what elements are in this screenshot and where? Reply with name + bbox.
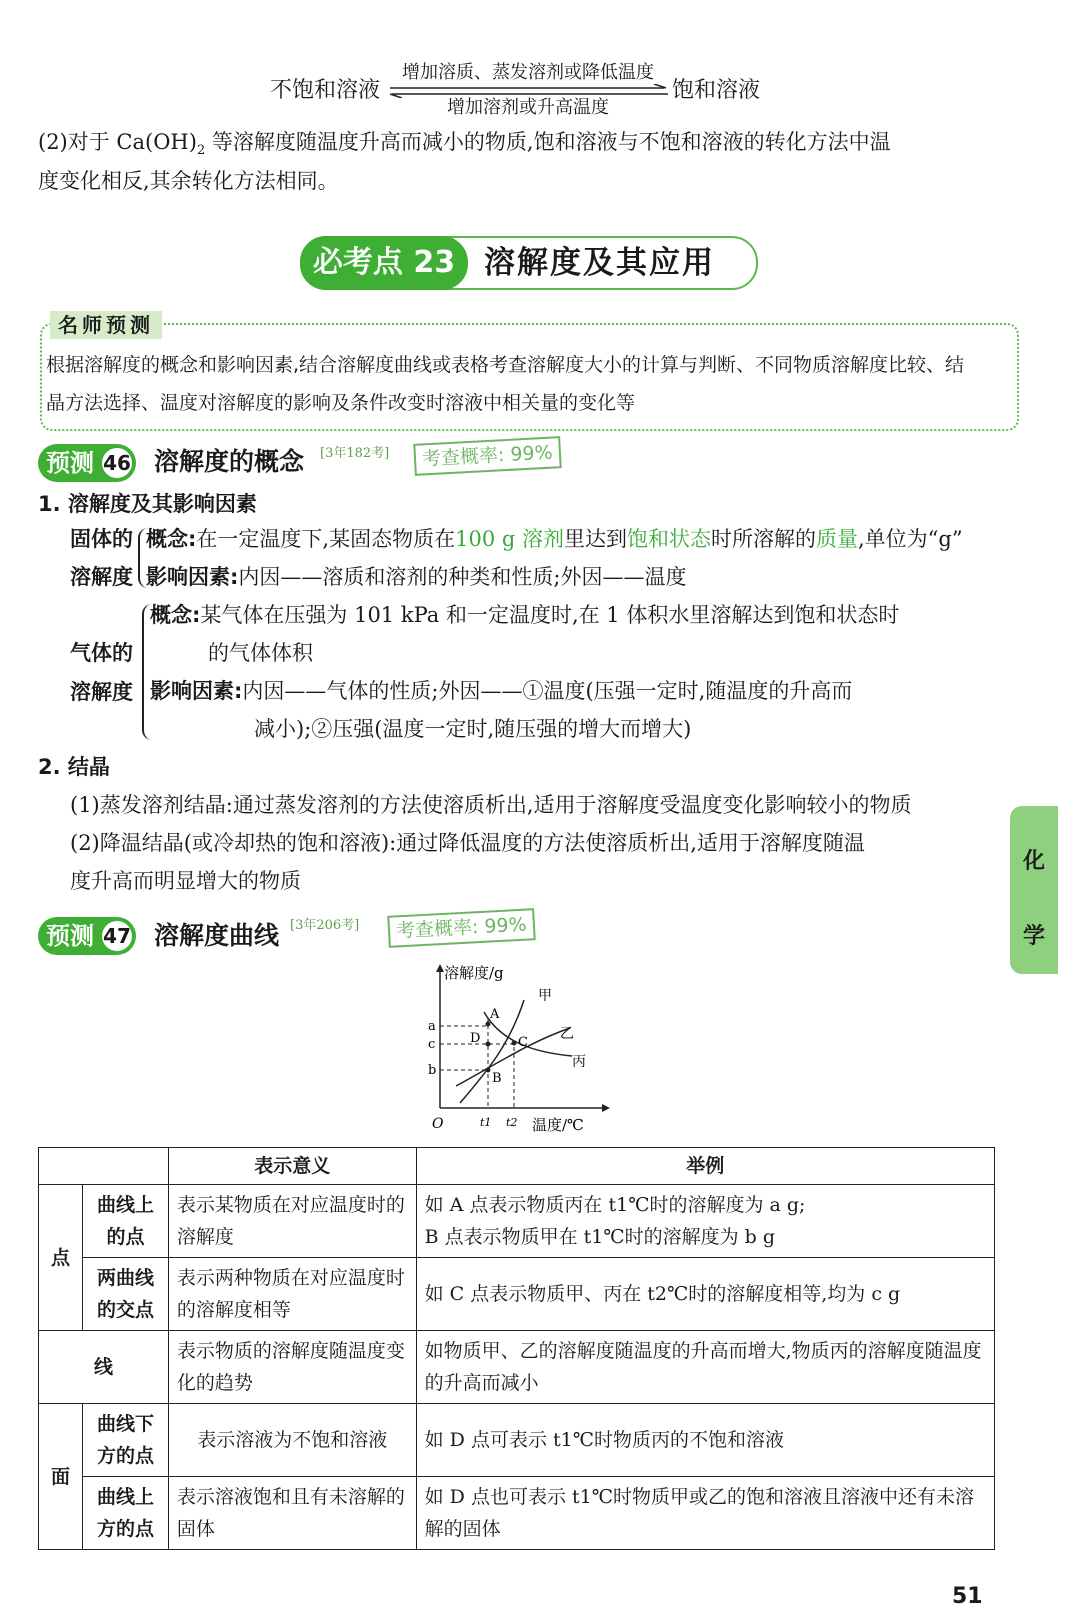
label-a: A <box>490 1007 500 1022</box>
tick-t1: t1 <box>480 1116 492 1129</box>
row-example: 如物质甲、乙的溶解度随温度的升高而增大,物质丙的溶解度随温度的升高而减小 <box>416 1331 994 1404</box>
gas-factor-cont: 减小);②压强(温度一定时,随压强的增大而增大) <box>254 717 692 741</box>
solid-label-1: 固体的 <box>70 527 133 551</box>
table-row <box>39 1477 995 1550</box>
table-row <box>39 1331 995 1404</box>
conversion-arrows <box>386 84 672 98</box>
row-meaning: 表示物质的溶解度随温度变化的趋势 <box>168 1331 416 1404</box>
prediction-47-badge: 预测 47 <box>38 917 136 955</box>
prediction-46-badge: 预测 46 <box>38 444 136 482</box>
saturated-label: 饱和溶液 <box>672 78 761 103</box>
y-axis-label: 溶解度/g <box>444 964 504 982</box>
crystallize-1: (1)蒸发溶剂结晶:通过蒸发溶剂的方法使溶质析出,适用于溶解度受温度变化影响较小的物质 <box>70 793 912 817</box>
label-c: C <box>518 1035 528 1050</box>
category-face: 面 <box>39 1404 83 1550</box>
tick-c: c <box>428 1037 436 1052</box>
subject-side-tab <box>1010 806 1058 974</box>
table-row <box>39 1185 995 1258</box>
teacher-label: 名师预测 <box>50 311 162 339</box>
x-axis-label: 温度/℃ <box>532 1116 584 1134</box>
banner-tag: 必考点 23 <box>300 236 468 290</box>
prediction-46-title: 溶解度的概念 <box>154 447 305 476</box>
prediction-47-probability: 考查概率: 99% <box>387 908 535 948</box>
unsaturated-label: 不饱和溶液 <box>270 78 381 103</box>
crystallize-2: (2)降温结晶(或冷却热的饱和溶液):通过降低温度的方法使溶质析出,适用于溶解度随温 <box>70 831 865 855</box>
table-row <box>39 1404 995 1477</box>
header-example: 举例 <box>416 1148 994 1185</box>
curve-label-jia: 甲 <box>538 988 552 1004</box>
table-header-row <box>39 1148 995 1185</box>
side-tab-char-2: 学 <box>1022 924 1045 949</box>
curve-label-bing: 丙 <box>572 1054 586 1070</box>
point-a <box>486 1022 491 1027</box>
row-example: 如 A 点表示物质丙在 t1℃时的溶解度为 a g; B 点表示物质甲在 t1℃时的溶解度为 b g <box>416 1185 994 1258</box>
point-c <box>512 1041 517 1046</box>
row-example: 如 D 点可表示 t1℃时物质丙的不饱和溶液 <box>416 1404 994 1477</box>
row-meaning: 表示某物质在对应温度时的溶解度 <box>168 1185 416 1258</box>
point-b <box>486 1068 491 1073</box>
tick-b: b <box>428 1063 437 1078</box>
row-meaning: 表示两种物质在对应温度时的溶解度相等 <box>168 1258 416 1331</box>
gas-concept: 概念:某气体在压强为 101 kPa 和一定温度时,在 1 体积水里溶解达到饱和状态时 <box>150 603 900 627</box>
row-example: 如 D 点也可表示 t1℃时物质甲或乙的饱和溶液且溶液中还有未溶解的固体 <box>416 1477 994 1550</box>
gas-label-1: 气体的 <box>70 641 133 665</box>
section-title: 溶解度及其应用 <box>484 245 715 281</box>
label-b: B <box>492 1071 502 1086</box>
row-sub: 曲线上方的点 <box>82 1477 168 1550</box>
row-meaning: 表示溶液饱和且有未溶解的固体 <box>168 1477 416 1550</box>
page-number: 51 <box>952 1584 983 1609</box>
table-row <box>39 1258 995 1331</box>
forward-condition: 增加溶质、蒸发溶剂或降低温度 <box>402 62 654 83</box>
note-2-line-2: 度变化相反,其余转化方法相同。 <box>38 169 339 193</box>
tick-t2: t2 <box>506 1116 518 1129</box>
section-1-title: 1. 溶解度及其影响因素 <box>38 492 257 516</box>
label-d: D <box>470 1031 481 1046</box>
prediction-46-number: 46 <box>102 448 132 478</box>
origin-label: O <box>432 1116 444 1132</box>
solid-factor: 影响因素:内因——溶质和溶剂的种类和性质;外因——温度 <box>146 565 687 589</box>
tick-a: a <box>428 1019 436 1034</box>
gas-concept-cont: 的气体体积 <box>208 641 313 665</box>
teacher-text: 根据溶解度的概念和影响因素,结合溶解度曲线或表格考查溶解度大小的计算与判断、不同物质溶解度比较、结 晶方法选择、温度对溶解度的影响及条件改变时溶液中相关量的变化等 <box>46 354 965 414</box>
prediction-47-number: 47 <box>102 921 132 951</box>
header-meaning: 表示意义 <box>168 1148 416 1185</box>
solubility-curve-table <box>38 1147 995 1550</box>
x-axis-arrow <box>602 1104 610 1112</box>
prediction-46-exam-count: [3年182考] <box>320 446 390 461</box>
note-2-line-1: (2)对于 $Ca(OH)_2$ 等溶解度随温度升高而减小的物质,饱和溶液与不饱和溶液的转化方法中温 <box>38 130 891 159</box>
row-sub: 曲线上的点 <box>82 1185 168 1258</box>
row-sub: 线 <box>39 1331 169 1404</box>
row-sub: 两曲线的交点 <box>82 1258 168 1331</box>
solid-concept: 概念:在一定温度下,某固态物质在100 g 溶剂里达到饱和状态时所溶解的质量,单位为“g” <box>146 527 963 551</box>
section-2-title: 2. 结晶 <box>38 755 110 779</box>
prediction-47-title: 溶解度曲线 <box>154 921 280 950</box>
row-example: 如 C 点表示物质甲、丙在 t2℃时的溶解度相等,均为 c g <box>416 1258 994 1331</box>
side-tab-char-1: 化 <box>1022 849 1045 874</box>
gas-factor: 影响因素:内因——气体的性质;外因——①温度(压强一定时,随温度的升高而 <box>150 679 853 703</box>
curve-label-yi: 乙 <box>560 1026 574 1042</box>
prediction-46-probability: 考查概率: 99% <box>413 436 561 476</box>
point-d <box>486 1042 491 1047</box>
crystallize-3: 度升高而明显增大的物质 <box>70 869 301 893</box>
backward-condition: 增加溶剂或升高温度 <box>447 97 609 118</box>
solid-label-2: 溶解度 <box>70 565 133 589</box>
row-sub: 曲线下方的点 <box>82 1404 168 1477</box>
category-point: 点 <box>39 1185 83 1331</box>
row-meaning: 表示溶液为不饱和溶液 <box>168 1404 416 1477</box>
prediction-47-exam-count: [3年206考] <box>290 918 360 933</box>
solubility-curve-graph <box>420 958 620 1138</box>
y-axis-arrow <box>436 964 444 972</box>
gas-label-2: 溶解度 <box>70 680 133 704</box>
